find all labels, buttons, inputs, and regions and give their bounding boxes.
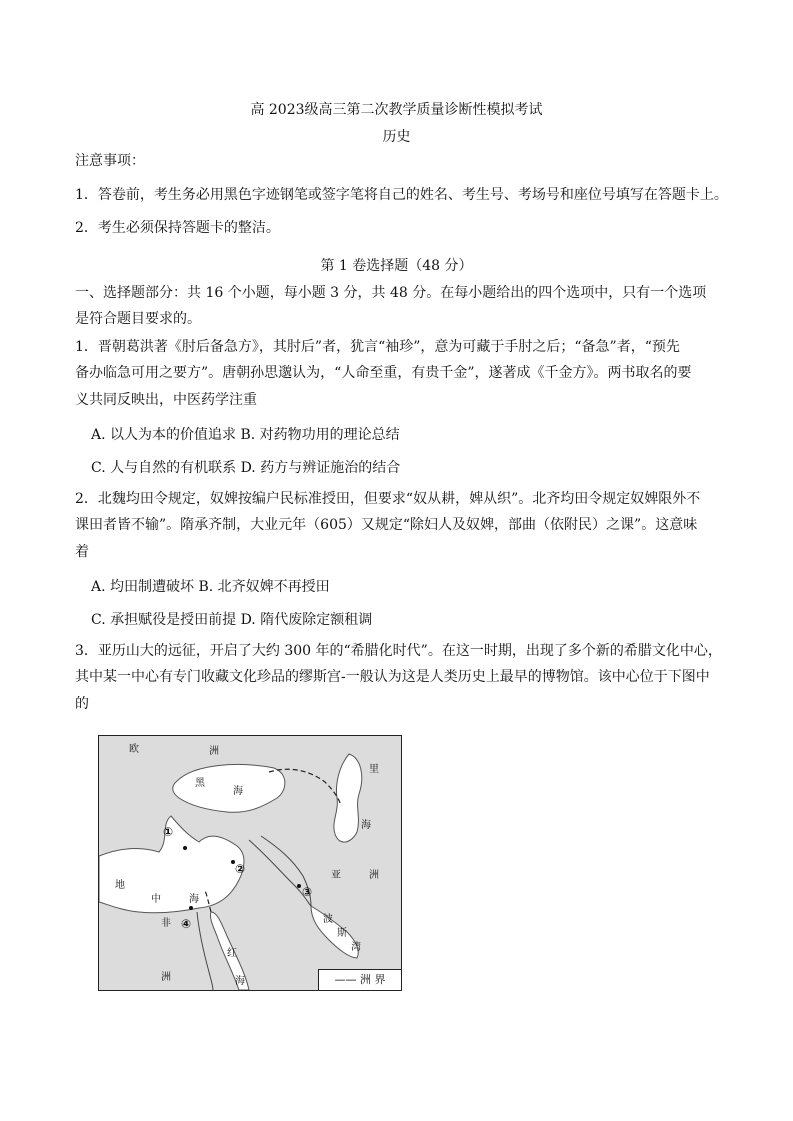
label-black-sea: 海 xyxy=(233,786,243,797)
label-europe: 洲 xyxy=(209,746,219,757)
label-asia: 洲 xyxy=(369,870,379,881)
question-3-line: 的 xyxy=(75,696,89,712)
label-africa: 洲 xyxy=(161,972,171,983)
section-instruction: 一、选择题部分：共 16 个小题，每小题 3 分，共 48 分。在每小题给出的四个选项中，只有一个选项 xyxy=(75,285,707,301)
question-3-map xyxy=(98,735,402,991)
question-2-options: C. 承担赋役是授田前提 D. 隋代废除定额租调 xyxy=(91,612,373,628)
question-1-line: 义共同反映出，中医药学注重 xyxy=(75,392,257,408)
question-2-line: 2．北魏均田令规定，奴婢按编户民标准授田，但要求“奴从耕，婢从织”。北齐均田令规定奴婢限外不 xyxy=(75,491,701,507)
question-1-line: 备办临急可用之要方”。唐朝孙思邈认为，“人命至重，有贵千金”，遂著成《千金方》。两书取名的要 xyxy=(75,365,692,381)
label-asia: 亚 xyxy=(331,870,341,881)
exam-title: 高 2023级高三第二次教学质量诊断性模拟考试 xyxy=(250,102,543,118)
question-1-options: A. 以人为本的价值追求 B. 对药物功用的理论总结 xyxy=(91,427,400,443)
question-3-line: 3．亚历山大的远征，开启了大约 300 年的“希腊化时代”。在这一时期，出现了多个新的希腊文化中心， xyxy=(75,643,722,659)
exam-subject: 历史 xyxy=(382,129,411,145)
label-persian-gulf: 湾 xyxy=(351,942,361,953)
question-2-line: 着 xyxy=(75,544,89,560)
question-3-line: 其中某一中心有专门收藏文化珍品的缪斯宫-一般认为这是人类历史上最早的博物馆。该中心位于下图中 xyxy=(75,669,710,685)
map-drawing xyxy=(99,736,401,990)
notice-heading: 注意事项： xyxy=(75,153,145,169)
label-africa: 非 xyxy=(161,918,171,929)
label-red-sea: 红 xyxy=(227,948,237,959)
label-persian-gulf: 波 xyxy=(323,914,333,925)
label-europe: 欧 xyxy=(129,744,139,755)
label-red-sea: 海 xyxy=(235,976,245,987)
section-instruction: 是符合题目要求的。 xyxy=(75,311,201,327)
label-mediterranean: 海 xyxy=(189,894,199,905)
notice-item: 1．答卷前，考生务必用黑色字迹钢笔或签字笔将自己的姓名、考生号、考场号和座位号填写在答题卡上。 xyxy=(75,187,728,203)
marker-2: ② xyxy=(235,862,246,876)
city-dot xyxy=(189,906,193,910)
question-1-options: C. 人与自然的有机联系 D. 药方与辨证施治的结合 xyxy=(91,460,401,476)
marker-4: ④ xyxy=(181,917,192,931)
section-title: 第 1 卷选择题（48 分） xyxy=(320,258,473,274)
label-mediterranean: 中 xyxy=(151,894,161,905)
label-caspian: 海 xyxy=(361,820,371,831)
label-mediterranean: 地 xyxy=(115,880,125,891)
map-legend: —— 洲 界 xyxy=(318,969,401,990)
label-persian-gulf: 斯 xyxy=(337,928,347,939)
city-dot xyxy=(297,884,301,888)
city-dot xyxy=(183,846,187,850)
marker-3: ③ xyxy=(302,885,313,899)
marker-1: ① xyxy=(163,825,174,839)
label-black-sea: 黑 xyxy=(195,778,205,789)
notice-item: 2．考生必须保持答题卡的整洁。 xyxy=(75,220,280,236)
label-caspian: 里 xyxy=(369,764,379,775)
question-2-line: 课田者皆不输”。隋承齐制，大业元年（605）又规定“除妇人及奴婢，部曲（依附民）之课”。这意味 xyxy=(75,517,698,533)
question-1-line: 1．晋朝葛洪著《肘后备急方》，其肘后”者，犹言“袖珍”，意为可藏于手肘之后；“备急”者，“预先 xyxy=(75,339,680,355)
question-2-options: A. 均田制遭破坏 B. 北齐奴婢不再授田 xyxy=(91,579,330,595)
